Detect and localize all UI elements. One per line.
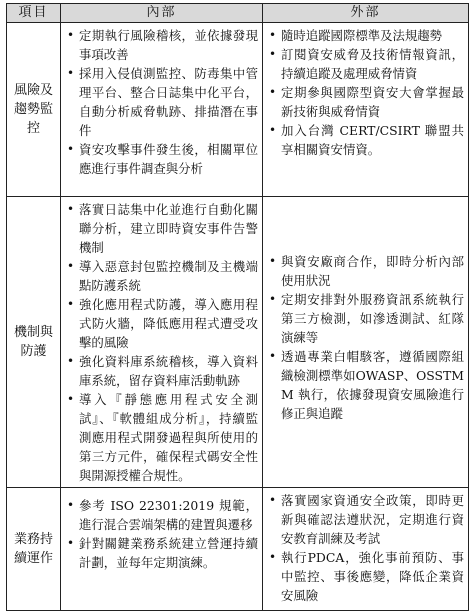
list-item: • 導入『靜態應用程式安全測試』、『軟體組成分析』，持續監測應用程式開發過程與所使用的第三方元件，確保程式碼安全性與開源授權合規性。 — [65, 390, 258, 485]
category-label: 風險及趨勢監控 — [13, 83, 53, 136]
list-item: • 隨時追蹤國際標準及法規趨勢 — [267, 26, 464, 45]
internal-cell — [61, 488, 263, 611]
list-item: • 落實國家資通安全政策，即時更新與確認法遵狀況，定期進行資安教育訓練及考試 — [267, 491, 464, 548]
list-item: • 落實日誌集中化並進行自動化關聯分析，建立即時資安事件告警機制 — [65, 200, 258, 257]
internal-list — [61, 197, 262, 487]
list-item: • 定期執行風險稽核，並依據發現事項改善 — [65, 26, 258, 64]
header-external: 外部 — [263, 4, 469, 23]
external-list — [263, 488, 468, 607]
external-list — [263, 23, 468, 161]
external-cell — [263, 197, 469, 488]
list-item: • 採用入侵偵測監控、防毒集中管理平台、整合日誌集中化平台，自動分析威脅軌跡、排描潛在事件 — [65, 64, 258, 140]
list-item: • 執行PDCA，強化事前預防、事中監控、事後應變，降低企業資安風險 — [267, 548, 464, 605]
category-cell — [7, 488, 61, 611]
internal-list — [61, 23, 262, 180]
list-item: • 強化應用程式防護，導入應用程式防火牆，降低應用程式遭受攻擊的風險 — [65, 295, 258, 352]
list-item: • 資安攻擊事件發生後，相關單位應進行事件調查與分析 — [65, 140, 258, 178]
header-internal: 內部 — [61, 4, 263, 23]
category-cell — [7, 23, 61, 197]
external-cell — [263, 488, 469, 611]
external-cell — [263, 23, 469, 197]
category-label: 業務持續運作 — [13, 532, 53, 566]
list-item: • 訂閱資安威脅及技術情報資訊，持續追蹤及處理威脅情資 — [267, 45, 464, 83]
internal-cell — [61, 23, 263, 197]
list-item: • 定期參與國際型資安大會掌握最新技術與威脅情資 — [267, 83, 464, 121]
list-item: • 針對關鍵業務系統建立營運持續計劃，並每年定期演練。 — [65, 534, 258, 572]
external-list — [263, 197, 468, 425]
category-cell — [7, 197, 61, 488]
list-item: • 與資安廠商合作，即時分析內部使用狀況 — [267, 252, 464, 290]
security-measures-table — [6, 3, 469, 611]
list-item: • 加入台灣 CERT/CSIRT 聯盟共享相關資安情資。 — [267, 121, 464, 159]
list-item: • 透過專業白帽駭客，遵循國際組織檢測標準如OWASP、OSSTMM 執行，依據發現資安風險進行修正與追蹤 — [267, 347, 464, 423]
list-item: • 參考 ISO 22301:2019 規範，進行混合雲端架構的建置與遷移 — [65, 496, 258, 534]
list-item: • 強化資料庫系統稽核，導入資料庫系統，留存資料庫活動軌跡 — [65, 352, 258, 390]
table-row — [7, 488, 469, 611]
category-label: 機制與防護 — [13, 325, 53, 359]
internal-cell — [61, 197, 263, 488]
header-row — [7, 4, 469, 23]
header-item: 項目 — [7, 4, 61, 23]
table-row — [7, 23, 469, 197]
list-item: • 導入惡意封包監控機制及主機端點防護系統 — [65, 257, 258, 295]
table-row — [7, 197, 469, 488]
internal-list — [61, 488, 262, 574]
list-item: • 定期安排對外服務資訊系統執行第三方檢測，如滲透測試、紅隊演練等 — [267, 290, 464, 347]
